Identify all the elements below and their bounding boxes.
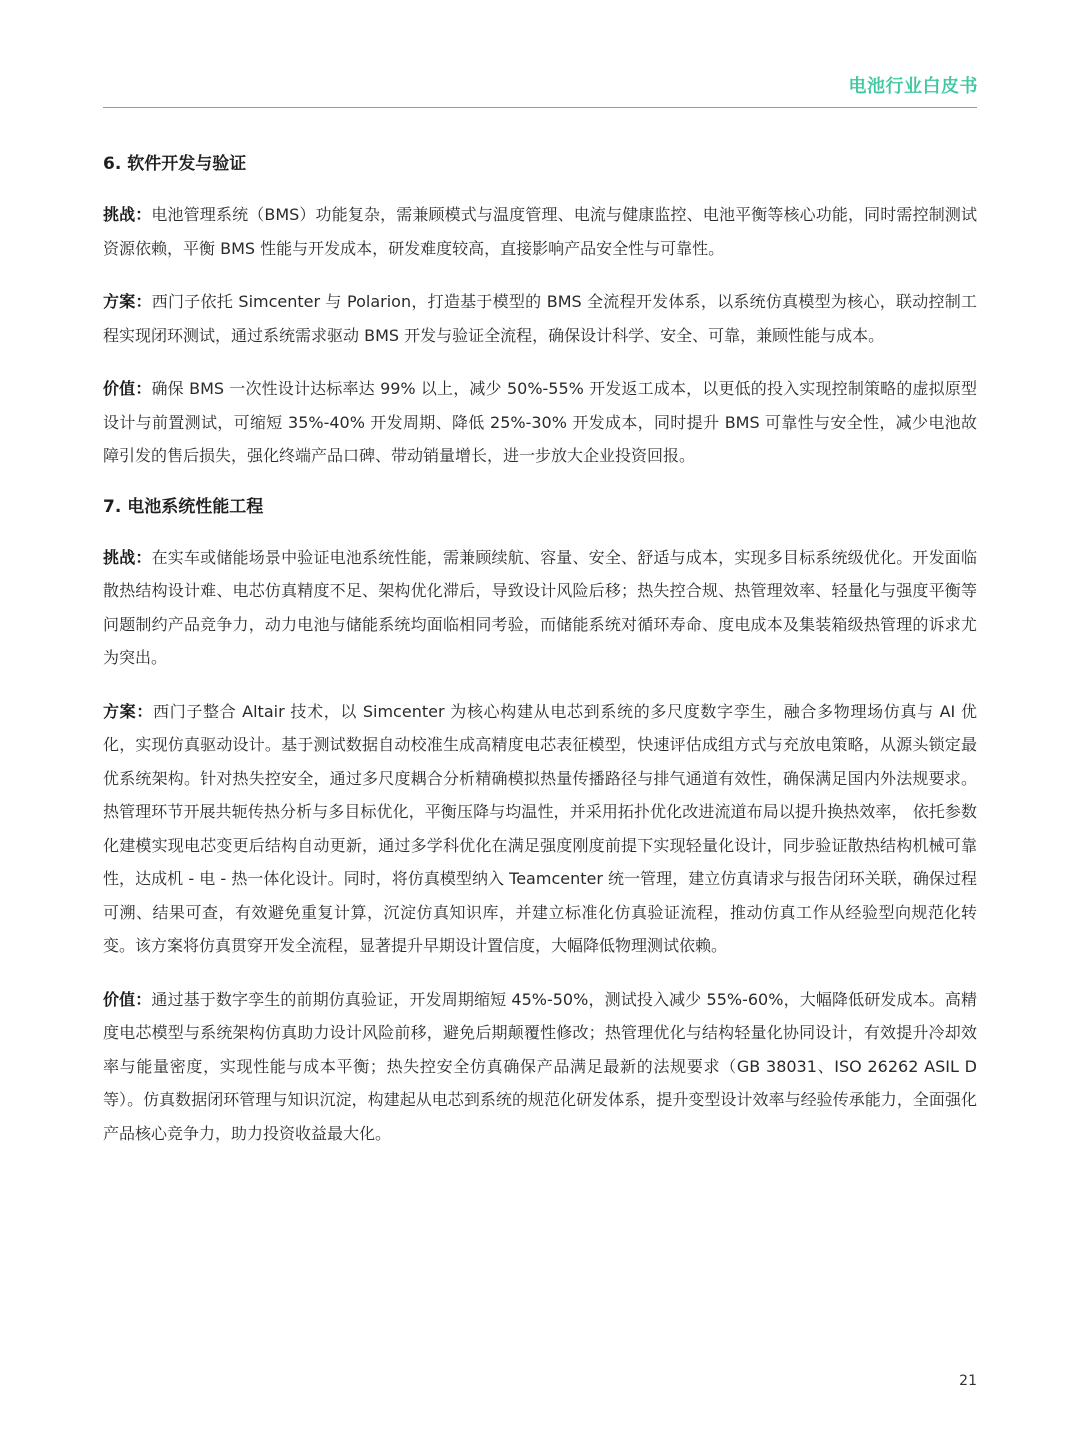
section-6-value-paragraph — [103, 372, 977, 473]
challenge-label: 挑战： — [103, 547, 152, 567]
section-6-challenge-paragraph — [103, 198, 977, 265]
solution-label: 方案： — [103, 292, 152, 311]
section-heading-7: 7. 电池系统性能工程 — [103, 496, 264, 517]
document-header-title: 电池行业白皮书 — [848, 76, 978, 97]
challenge-label: 挑战： — [103, 205, 152, 224]
value-text: 通过基于数字孪生的前期仿真验证，开发周期缩短 45%-50%，测试投入减少 55%-60%，大幅降低研发成本。高精度电芯模型与系统架构仿真助力设计风险前移，避免后期颠覆性修改；热管理优化与结构轻量化协同设计，有效提升冷却效率与能量密度，实现性能与成本平衡；热失控安全仿真确保产品满足最新的法规要求（GB 38031、ISO 26262 ASIL D 等）。仿真数据闭环管理与知识沉淀，构建起从电芯到系统的规范化研发体系，提升变型设计效率与经验传承能力，全面强化产品核心竞争力，助力投资收益最大化。 — [103, 989, 977, 1143]
challenge-text: 电池管理系统（BMS）功能复杂，需兼顾模式与温度管理、电流与健康监控、电池平衡等核心功能，同时需控制测试资源依赖，平衡 BMS 性能与开发成本，研发难度较高，直接影响产品安全性与可靠性。 — [103, 205, 977, 258]
value-label: 价值： — [103, 379, 152, 398]
challenge-text: 在实车或储能场景中验证电池系统性能，需兼顾续航、容量、安全、舒适与成本，实现多目标系统级优化。开发面临散热结构设计难、电芯仿真精度不足、架构优化滞后，导致设计风险后移；热失控合规、热管理效率、轻量化与强度平衡等问题制约产品竞争力，动力电池与储能系统均面临相同考验，而储能系统对循环寿命、度电成本及集装箱级热管理的诉求尤为突出。 — [103, 547, 977, 667]
solution-label: 方案： — [103, 701, 154, 721]
section-6-solution-paragraph — [103, 285, 977, 352]
value-label: 价值： — [103, 989, 152, 1009]
page-content — [103, 150, 977, 1170]
section-heading-6: 6. 软件开发与验证 — [103, 154, 247, 174]
section-7-value-paragraph — [103, 983, 977, 1151]
page-number: 21 — [959, 1373, 977, 1389]
solution-text: 西门子整合 Altair 技术，以 Simcenter 为核心构建从电芯到系统的多尺度数字孪生，融合多物理场仿真与 AI 优化，实现仿真驱动设计。基于测试数据自动校准生成高精度电芯表征模型，快速评估成组方式与充放电策略，从源头锁定最优系统架构。针对热失控安全，通过多尺度耦合分析精确模拟热量传播路径与排气通道有效性，确保满足国内外法规要求。热管理环节开展共轭传热分析与多目标优化，平衡压降与均温性，并采用拓扑优化改进流道布局以提升换热效率， 依托参数化建模实现电芯变更后结构自动更新，通过多学科优化在满足强度刚度前提下实现轻量化设计，同步验证散热结构机械可靠性，达成机 - 电 - 热一体化设计。同时，将仿真模型纳入 Teamcenter 统一管理，建立仿真请求与报告闭环关联，确保过程可溯、结果可查，有效避免重复计算，沉淀仿真知识库，并建立标准化仿真验证流程，推动仿真工作从经验型向规范化转变。该方案将仿真贯穿开发全流程，显著提升早期设计置信度，大幅降低物理测试依赖。 — [103, 701, 977, 955]
header-divider — [103, 107, 977, 108]
solution-text: 西门子依托 Simcenter 与 Polarion，打造基于模型的 BMS 全流程开发体系，以系统仿真模型为核心，联动控制工程实现闭环测试，通过系统需求驱动 BMS 开发与验证全流程，确保设计科学、安全、可靠，兼顾性能与成本。 — [103, 292, 977, 345]
value-text: 确保 BMS 一次性设计达标率达 99% 以上，减少 50%-55% 开发返工成本，以更低的投入实现控制策略的虚拟原型设计与前置测试，可缩短 35%-40% 开发周期、降低 25%-30% 开发成本，同时提升 BMS 可靠性与安全性，减少电池故障引发的售后损失，强化终端产品口碑、带动销量增长，进一步放大企业投资回报。 — [103, 379, 977, 465]
section-7-solution-paragraph — [103, 695, 977, 963]
section-7-challenge-paragraph — [103, 541, 977, 675]
